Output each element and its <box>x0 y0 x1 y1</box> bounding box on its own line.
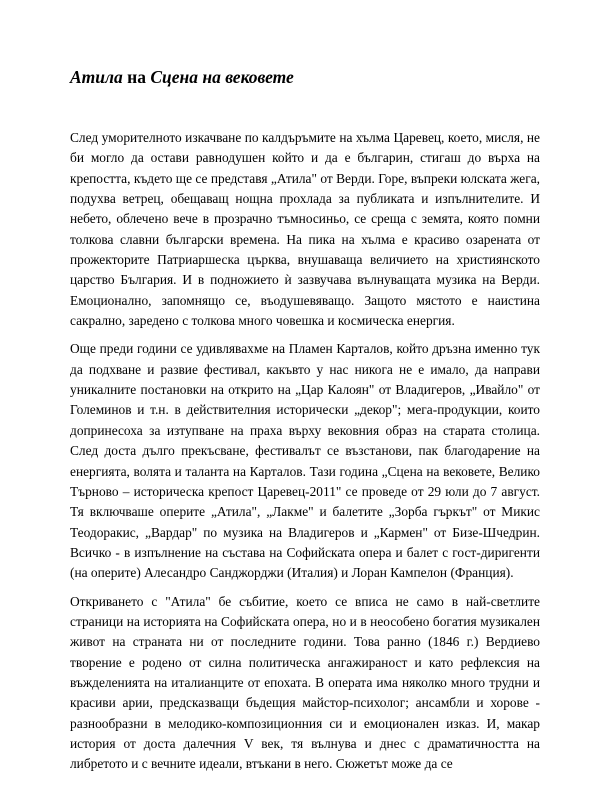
title-opera-name: Атила <box>70 67 123 87</box>
paragraph-3: Откриването с "Атила" бе събитие, което се вписа не само в най-светлите страници на историята на Софийската опера, но и в неособено богатия музикален живот на страната ни от последните години. Това ранно (1846 г.) Вердиево творение е родено от силна политическа ангажираност и като рефлексия на въжделенията на италианците от епохата. В операта има няколко много трудни и красиви арии, предсказващи бъдещия майстор-психолог; ансамбли и хорове - разнообразни в мелодико-композиционния си и емоционален изказ. И, макар история от доста далечния V век, тя вълнува и днес с драматичността на либретото и с вечните идеали, втъкани в него. Сюжетът може да се <box>70 593 540 772</box>
paragraph-2: Още преди години се удивлявахме на Пламен Карталов, който дръзна именно тук да подхване и развие фестивал, какъвто у нас никога не е имало, да направи уникалните постановки на открито на „Цар Калоян" от Владигеров, „Ивайло" от Големинов и т.н. в действителния исторически „декор"; мега-продукции, които допринесоха за изтупване на праха върху вековния образ на старата столица. След доста дълго прекъсване, фестивалът се възстанови, пак благодарение на енергията, волята и таланта на Карталов. Тази година „Сцена на вековете, Велико Търново – историческа крепост Царевец-2011" се проведе от 29 юли до 7 август. Тя включваше оперите „Атила", „Лакме" и балетите „Зорба гъркът" от Микис Теодоракис, „Вардар" по музика на Владигеров и „Кармен" от Бизе-Шчедрин. Всичко - в изпълнение на състава на Софийската опера и балет с гост-диригенти (на оперите) Алесандро Санджорджи (Италия) и Лоран Кампелон (Франция). <box>70 341 540 581</box>
article-title <box>70 66 294 88</box>
article-body <box>70 128 540 775</box>
title-connector: на <box>122 67 151 87</box>
paragraph-1: След уморителното изкачване по калдъръмите на хълма Царевец, което, мисля, не би могло да остави равнодушен който и да е българин, стигаш до върха на крепостта, където ще се представя „Атила" от Верди. Горе, въпреки юлската жега, подухва ветрец, обещаващ нощна прохлада за публиката и изпълнителите. И небето, облечено вече в прозрачно тъмносиньо, се среща с земята, която помни толкова славни български времена. На пика на хълма е красиво озарената от прожекторите Патриаршеска църква, внушаваща величието на християнското царство България. И в подножието ѝ зазвучава вълнуващата музика на Верди. Емоционално, запомнящо се, въодушевяващо. Защото мястото е наистина сакрално, заредено с толкова много човешка и космическа енергия. <box>70 130 540 329</box>
title-festival-name: Сцена на вековете <box>150 67 294 87</box>
